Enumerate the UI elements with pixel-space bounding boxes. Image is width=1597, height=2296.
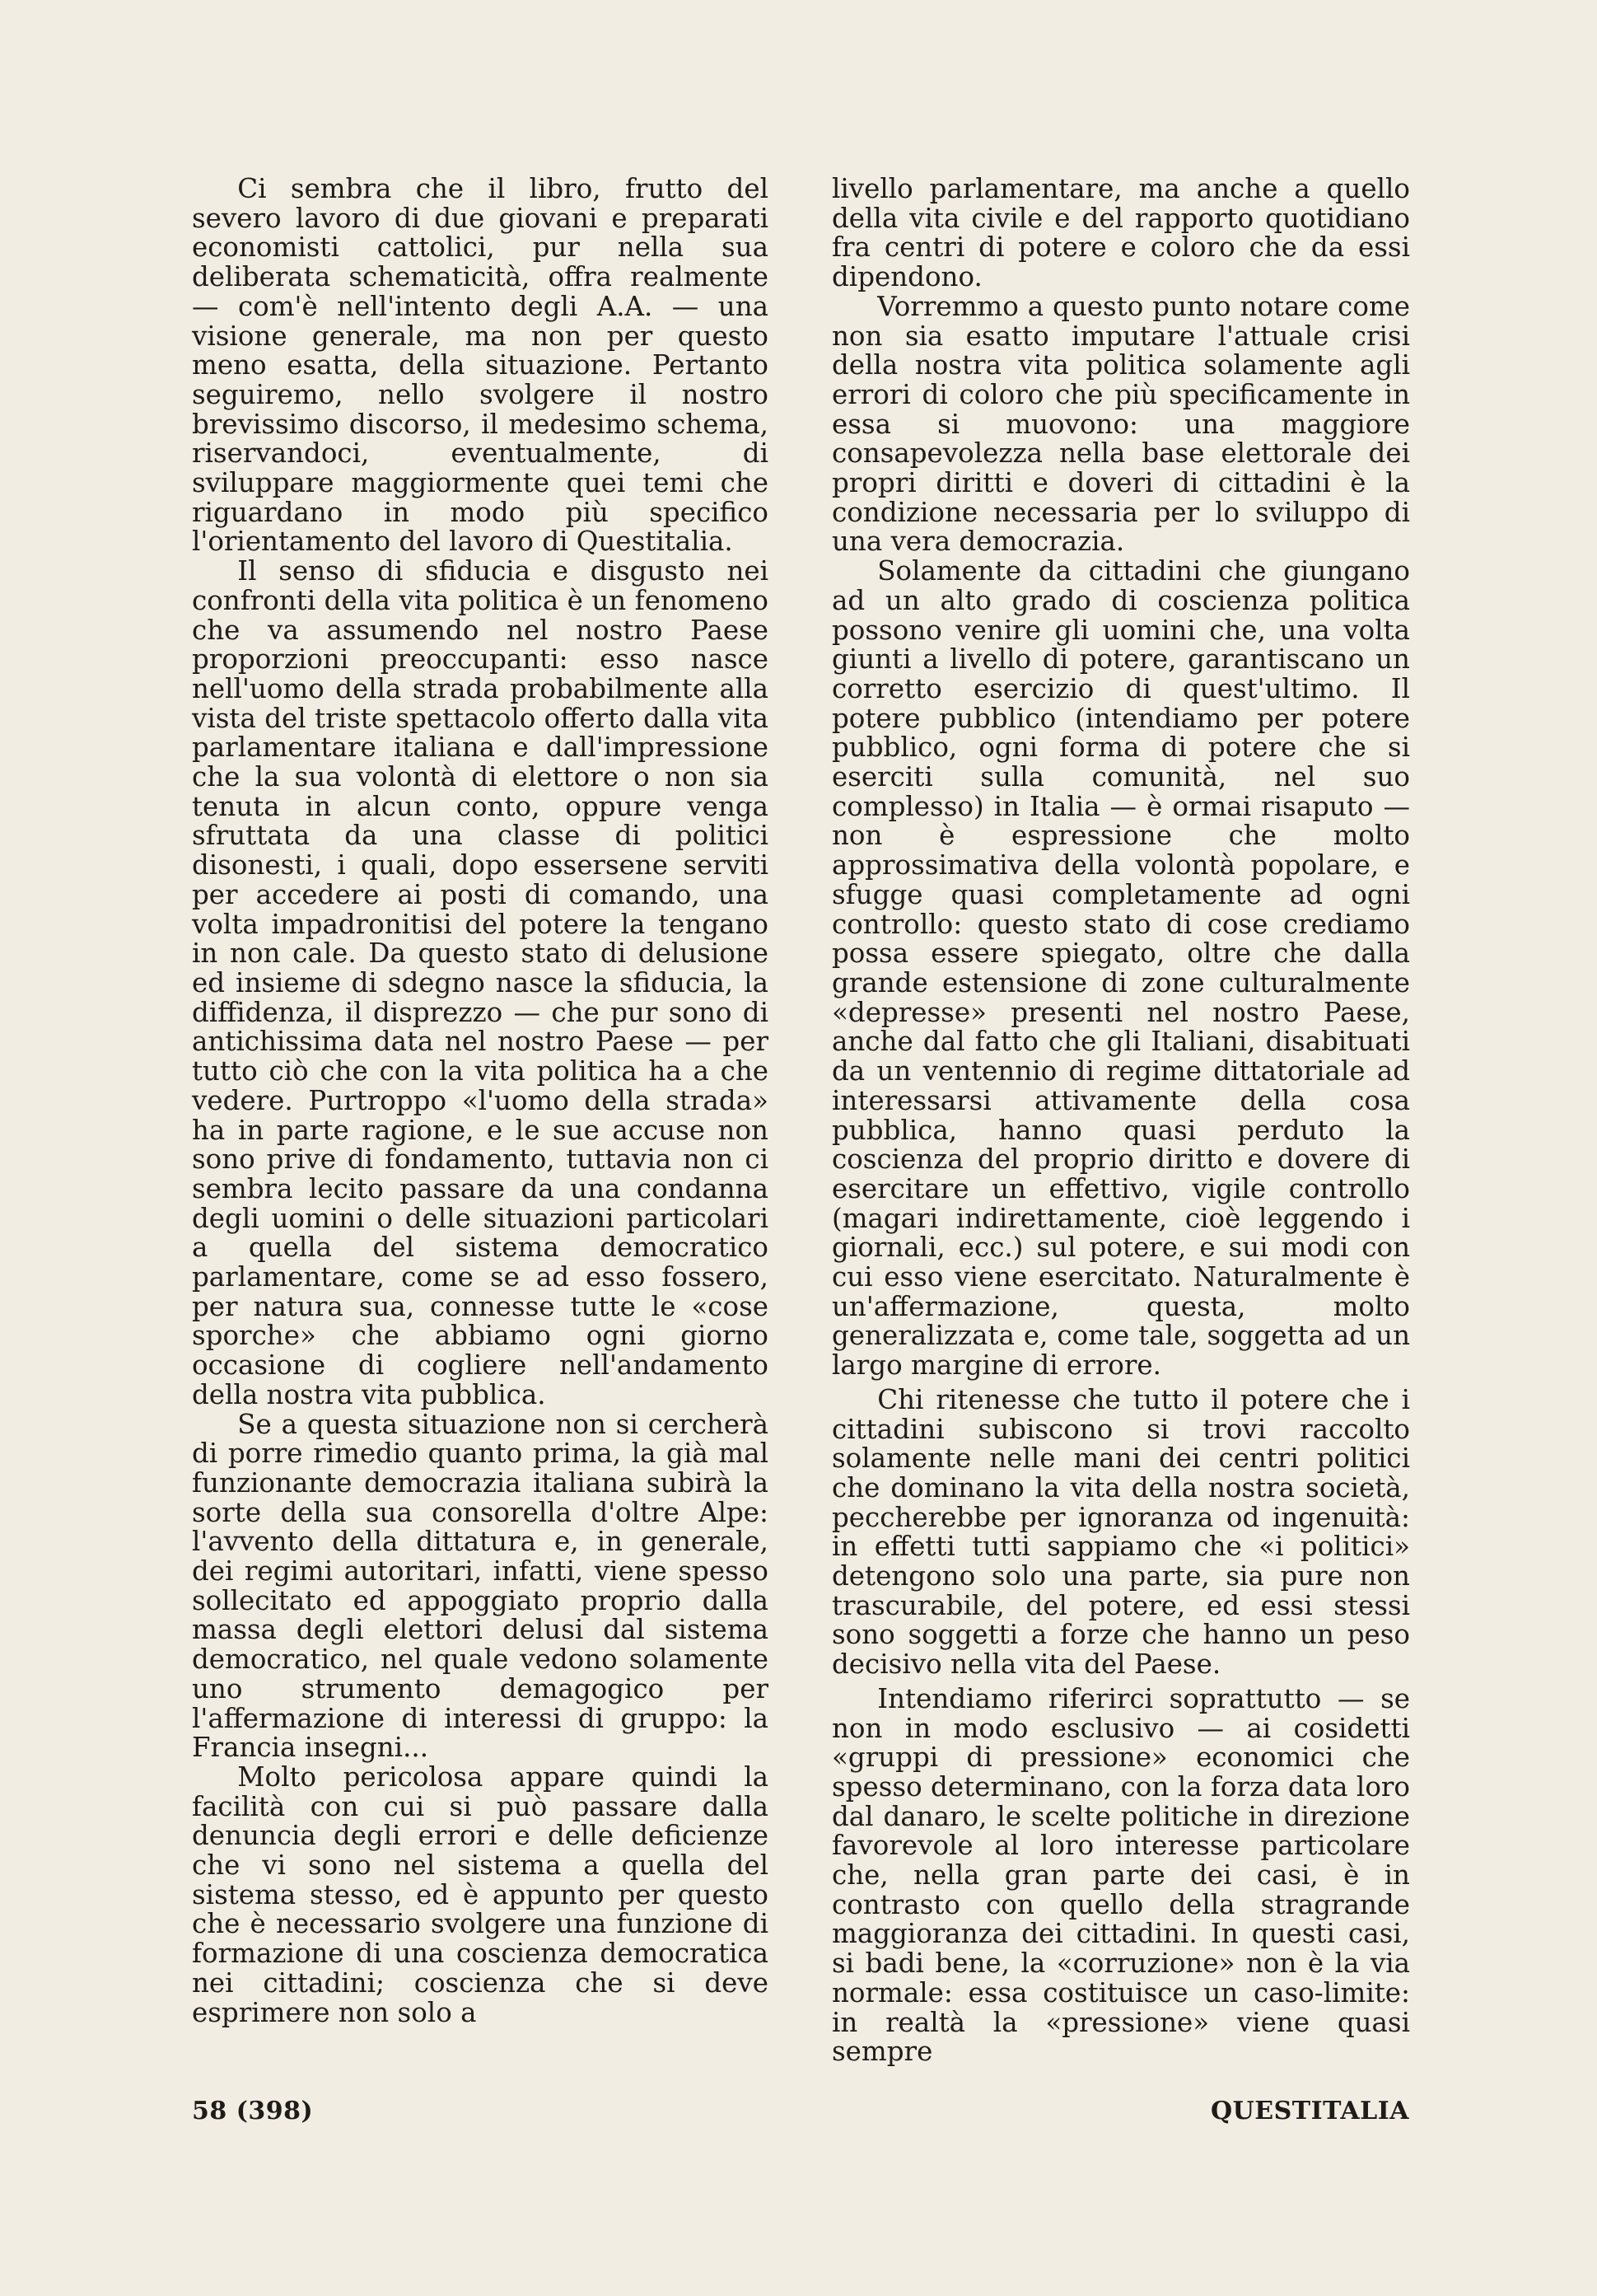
- page-number: 58 (398): [192, 2097, 314, 2125]
- journal-name: QUESTITALIA: [1210, 2097, 1409, 2125]
- paragraph: Molto pericolosa appare quindi la facilità con cui si può passare dalla denuncia degli errori e delle deficienze che vi sono nel sistema a quella del sistema stesso, ed è appunto per questo che è necessario svolgere una funzione di formazione di una coscienza democratica nei cittadini; coscienza che si deve esprimere non solo a: [192, 1761, 768, 2028]
- paragraph: Chi ritenesse che tutto il potere che i cittadini subiscono si trovi raccolto solamente nelle mani dei centri politici che dominano la vita della nostra società, peccherebbe per ignoranza od ingenuità: in effetti tutti sappiamo che «i politici» detengono solo una parte, sia pure non trascurabile, del potere, ed essi stessi sono soggetti a forze che hanno un peso decisivo nella vita del Paese.: [832, 1383, 1410, 1681]
- paragraph-continued: livello parlamentare, ma anche a quello della vita civile e del rapporto quotidiano fra centri di potere e coloro che da essi dipendono.: [832, 173, 1410, 293]
- paragraph: Vorremmo a questo punto notare come non sia esatto imputare l'attuale crisi della nostra vita politica solamente agli errori di coloro che più specificamente in essa si muovono: una maggiore consapevolezza nella base elettorale dei propri diritti e doveri di cittadini è la condizione necessaria per lo sviluppo di una vera democrazia.: [832, 290, 1410, 558]
- text-column-left: [192, 175, 768, 2027]
- paragraph: Se a questa situazione non si cercherà di porre rimedio quanto prima, la già mal funzionante democrazia italiana subirà la sorte della sua consorella d'oltre Alpe: l'avvento della dittatura e, in generale, dei regimi autoritari, infatti, viene spesso sollecitato ed appoggiato proprio dalla massa degli elettori delusi dal sistema democratico, nel quale vedono solamente uno strumento demagogico per l'affermazione di interessi di gruppo: la Francia insegni...: [192, 1408, 768, 1764]
- paragraph: Solamente da cittadini che giungano ad un alto grado di coscienza politica possono venire gli uomini che, una volta giunti a livello di potere, garantiscano un corretto esercizio di quest'ultimo. Il potere pubblico (intendiamo per potere pubblico, ogni forma di potere che si eserciti sulla comunità, nel suo complesso) in Italia — è ormai risaputo — non è espressione che molto approssimativa della volontà popolare, e sfugge quasi completamente ad ogni controllo: questo stato di cose crediamo possa essere spiegato, oltre che dalla grande estensione di zone culturalmente «depresse» presenti nel nostro Paese, anche dal fatto che gli Italiani, disabituati da un ventennio di regime dittatoriale ad interessarsi attivamente della cosa pubblica, hanno quasi perduto la coscienza del proprio diritto e dovere di esercitare un effettivo, vigile controllo (magari indirettamente, cioè leggendo i giornali, ecc.) sul potere, e sui modi con cui esso viene esercitato. Naturalmente è un'affermazione, questa, molto generalizzata e, come tale, soggetta ad un largo margine di errore.: [832, 555, 1410, 1382]
- paragraph: Intendiamo riferirci soprattutto — se non in modo esclusivo — ai cosidetti «gruppi di pressione» economici che spesso determinano, con la forza data loro dal danaro, le scelte politiche in direzione favorevole al loro interesse particolare che, nella gran parte dei casi, è in contrasto con quello della stragrande maggioranza dei cittadini. In questi casi, si badi bene, la «corruzione» non è la via normale: essa costituisce un caso-limite: in realtà la «pressione» viene quasi sempre: [832, 1682, 1410, 2068]
- paragraph: Il senso di sfiducia e disgusto nei confronti della vita politica è un fenomeno che va assumendo nel nostro Paese proporzioni preoccupanti: esso nasce nell'uomo della strada probabilmente alla vista del triste spettacolo offerto dalla vita parlamentare italiana e dall'impressione che la sua volontà di elettore o non sia tenuta in alcun conto, oppure venga sfruttata da una classe di politici disonesti, i quali, dopo essersene serviti per accedere ai posti di comando, una volta impadronitisi del potere la tengano in non cale. Da questo stato di delusione ed insieme di sdegno nasce la sfiducia, la diffidenza, il disprezzo — che pur sono di antichissima data nel nostro Paese — per tutto ciò che con la vita politica ha a che vedere. Purtroppo «l'uomo della strada» ha in parte ragione, e le sue accuse non sono prive di fondamento, tuttavia non ci sembra lecito passare da una condanna degli uomini o delle situazioni particolari a quella del sistema democratico parlamentare, come se ad esso fossero, per natura sua, connesse tutte le «cose sporche» che abbiamo ogni giorno occasione di cogliere nell'andamento della nostra vita pubblica.: [192, 555, 768, 1410]
- text-column-right: [832, 175, 1410, 2067]
- paragraph: Ci sembra che il libro, frutto del severo lavoro di due giovani e preparati economisti cattolici, pur nella sua deliberata schematicità, offra realmente — com'è nell'intento degli A.A. — una visione generale, ma non per questo meno esatta, della situazione. Pertanto seguiremo, nello svolgere il nostro brevissimo discorso, il medesimo schema, riservandoci, eventualmente, di sviluppare maggiormente quei temi che riguardano in modo più specifico l'orientamento del lavoro di Questitalia.: [192, 173, 768, 558]
